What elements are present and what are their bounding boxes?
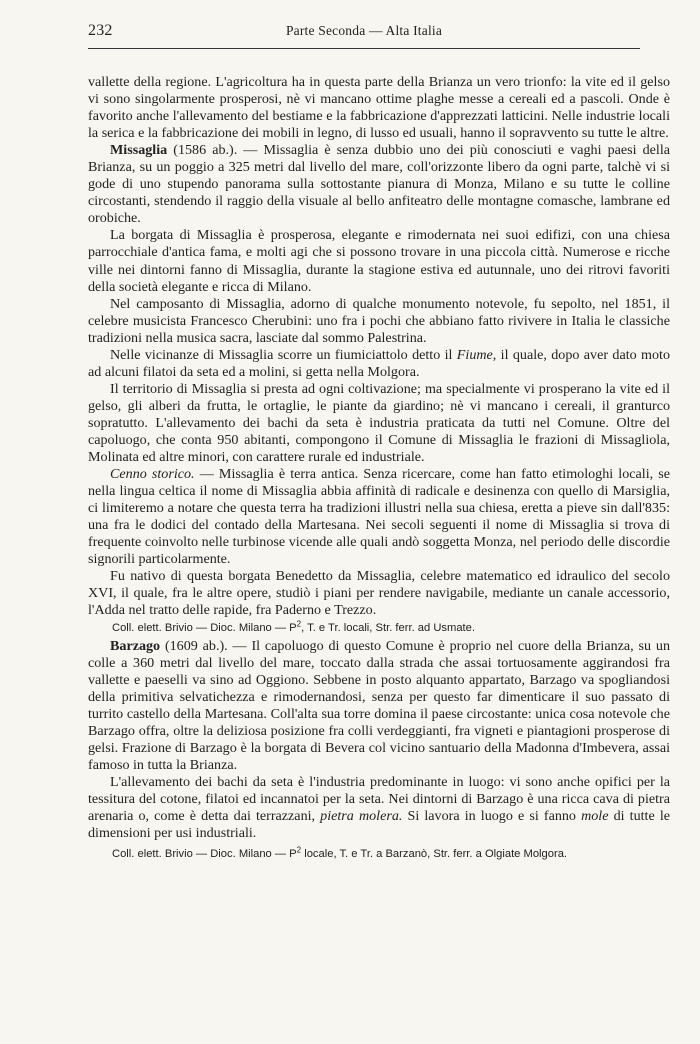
entry-title-missaglia: Missaglia (110, 142, 168, 159)
reference-line-barzago: Coll. elett. Brivio — Dioc. Milano — $P^2$ locale, T. e Tr. a Barzanò, Str. ferr. a Olgiate Molgora. (112, 845, 568, 861)
paragraph: L'allevamento dei bachi da seta è l'industria predominante in luogo: vi sono anche opifici per la tessitura del cotone, filatoi ed incannatoi per la seta. Nei dintorni di Barzago è una ricca cava di pietra arenaria o, come è detta dai terrazzani, pietra molera. Si lavora in luogo e si fanno mole di tutte le dimensioni per usi industriali. (88, 773, 670, 842)
page-header (88, 18, 640, 46)
paragraph: Nel camposanto di Missaglia, adorno di qualche monumento notevole, fu sepolto, nel 1851, il celebre musicista Francesco Cherubini: uno fra i pochi che abbiano fatto rivivere in Italia le classiche tradizioni nella musica sacra, lasciate dal sommo Palestrina. (88, 295, 670, 346)
paragraph-cenno-storico: Cenno storico. — Missaglia è terra antica. Senza ricercare, come han fatto etimologhi locali, se nella lingua celtica il nome di Missaglia abbia affinità di radicale e desinenza con quello di Marsiglia, ci limiteremo a notare che questa terra ha tradizioni illustri nella sua chiesa, eretta a pieve sin dall'835: una fra le dodici del contado della Martesana. Nei secoli seguenti il nome di Missaglia si trova di frequente coinvolto nelle turbinose vicende alle quali andò soggetta Monza, nel periodo delle discordie signorili particolarmente. (88, 466, 670, 568)
entry-title-barzago: Barzago (110, 637, 161, 654)
running-title: Parte Seconda — Alta Italia (285, 23, 443, 38)
header-rule (88, 48, 640, 49)
paragraph-continuation: vallette della regione. L'agricoltura ha in questa parte della Brianza un vero trionfo: la vite ed il gelso vi sono singolarmente prosperosi, nè vi mancano ottime plaghe messe a cereali ed a pascoli. Onde è favorito anche l'allevamento del bestiame e la fabbricazione d'apprezzati latticini. Nelle industrie locali la serica e la fabbricazione dei mobili in legno, di lusso ed usuali, hanno il sopravvento su tutte le altre. (88, 74, 670, 142)
paragraph: Nelle vicinanze di Missaglia scorre un fiumiciattolo detto il Fiume, il quale, dopo aver dato moto ad alcuni filatoi da seta ed a molini, si getta nella Molgora. (88, 346, 670, 380)
page-number: 232 (88, 22, 113, 39)
reference-line-missaglia: Coll. elett. Brivio — Dioc. Milano — $P^2$, T. e Tr. locali, Str. ferr. ad Usmate. (112, 618, 475, 634)
paragraph-missaglia-intro: Missaglia (1586 ab.). — Missaglia è senza dubbio uno dei più conosciuti e vaghi paesi della Brianza, su un poggio a 325 metri dal livello del mare, coll'orizzonte libero da ogni parte, talchè vi si gode di uno stupendo panorama sulla sottostante pianura di Monza, Milano e su tutte le colline circostanti, stendendo il raggio della visuale al bello anfiteatro delle montagne comasche, lambrane ed orobiche. (88, 142, 670, 227)
paragraph-barzago-intro: Barzago (1609 ab.). — Il capoluogo di questo Comune è proprio nel cuore della Brianza, su un colle a 360 metri dal livello del mare, toccato dalla strada che assai tortuosamente aggirandosi fra vallette e paeselli va sino ad Oggiono. Sebbene in posto alquanto appartato, Barzago va spogliandosi della primitiva selvatichezza e rimodernandosi, senza per questo far dimenticare il suo passato di turrito castello della Martesana. Coll'alta sua torre domina il paese circostante: unica cosa notevole che Barzago offra, oltre la deliziosa posizione fra colli verdeggianti, fra vigneti e piantagioni prosperose di gelsi. Frazione di Barzago è la borgata di Bevera col vicino santuario della Madonna d'Imbevera, assai famoso in tutta la Brianza. (88, 637, 670, 773)
paragraph: La borgata di Missaglia è prosperosa, elegante e rimodernata nei suoi edifizi, con una chiesa parrocchiale d'antica fama, e molti agi che si possono trovare in una piccola città. Numerose e ricche ville nei dintorni fanno di Missaglia, durante la stagione estiva ed autunnale, uno dei ritrovi favoriti della società elegante e ricca di Milano. (88, 227, 670, 295)
paragraph: Il territorio di Missaglia si presta ad ogni coltivazione; ma specialmente vi prosperano la vite ed il gelso, gli alberi da frutta, le ortaglie, le piante da giardino; nè vi mancano i cereali, il granturco sopratutto. L'allevamento dei bachi da seta è industria praticata da tutti nel Comune. Oltre del capoluogo, che conta 950 abitanti, compongono il Comune di Missaglia le frazioni di Missagliola, Molinata ed altre minori, con carattere rurale ed industriale. (88, 380, 670, 466)
paragraph: Fu nativo di questa borgata Benedetto da Missaglia, celebre matematico ed idraulico del secolo XVI, il quale, fra le altre opere, studiò i piani per rendere navigabile, mediante un canale accessorio, l'Adda nel tratto delle rapide, fra Paderno e Trezzo. (88, 568, 670, 619)
page-body (88, 74, 670, 862)
